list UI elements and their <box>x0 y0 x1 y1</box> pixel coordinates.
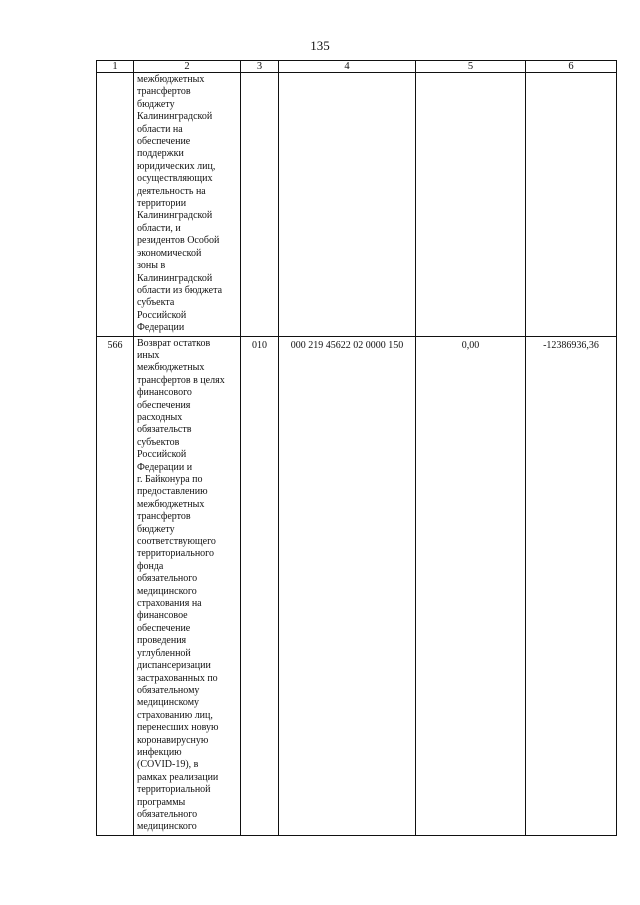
description-line: деятельность на <box>137 185 206 197</box>
description-line: области из бюджета <box>137 284 223 296</box>
description-line: страхованию лиц, <box>137 709 213 721</box>
description-line: г. Байконура по <box>137 474 203 485</box>
description-line: медицинского <box>137 821 197 833</box>
description-line: расходных <box>137 411 183 423</box>
description-line: трансфертов <box>137 86 191 98</box>
description-line: проведения <box>137 635 187 647</box>
description-line: медицинскому <box>137 697 200 709</box>
description-line: обязательному <box>137 684 200 696</box>
description-line: соответствующего <box>137 536 216 548</box>
budget-code-cell <box>279 73 416 337</box>
description-line: Федерации <box>137 322 185 334</box>
description-line: территориальной <box>137 784 211 796</box>
column-header: 3 <box>241 61 279 73</box>
description-line: рамках реализации <box>137 771 219 783</box>
description-line: финансового <box>137 387 192 399</box>
column-header: 2 <box>134 61 241 73</box>
description-line: зоны в <box>137 260 166 272</box>
description-line: области на <box>137 123 183 135</box>
page-number: 135 <box>310 38 330 53</box>
column-header: 1 <box>97 61 134 73</box>
description-line: коронавирусную <box>137 734 209 746</box>
description-line: субъектов <box>137 436 180 448</box>
description-line: обязательного <box>137 573 198 585</box>
budget-table <box>96 60 617 836</box>
description-line: диспансеризации <box>137 660 211 672</box>
description-line: углубленной <box>137 647 191 659</box>
description-line: субъекта <box>137 297 175 309</box>
description-line: трансфертов в целях <box>137 374 225 386</box>
description-line: осуществляющих <box>137 173 213 185</box>
description-line: обеспечения <box>137 399 191 411</box>
description-line: территориального <box>137 548 215 560</box>
description-line: финансовое <box>137 610 188 622</box>
row-number-cell <box>97 73 134 337</box>
description-line: фонда <box>137 560 164 572</box>
description-line: предоставлению <box>137 486 208 498</box>
description-line: иных <box>137 349 160 361</box>
description-line: трансфертов <box>137 511 191 523</box>
description-cell <box>134 73 241 337</box>
description-line: территории <box>137 198 187 210</box>
column-header: 4 <box>279 61 416 73</box>
description-cell <box>134 336 241 835</box>
description-line: обязательного <box>137 808 198 820</box>
description-line: межбюджетных <box>137 74 205 85</box>
description-line: (COVID-19), в <box>137 759 199 771</box>
description-line: Калининградской <box>137 272 213 284</box>
description-line: застрахованных по <box>137 672 218 684</box>
description-line: резидентов Особой <box>137 235 220 247</box>
description-line: медицинского <box>137 585 197 597</box>
description-line: инфекцию <box>137 746 182 758</box>
description-line: обеспечение <box>137 622 191 634</box>
budget-code-cell: 000 219 45622 02 0000 150 <box>279 336 416 835</box>
column-header: 5 <box>416 61 526 73</box>
description-line: обеспечение <box>137 136 191 148</box>
amount-cell <box>526 73 617 337</box>
description-line: программы <box>137 796 186 808</box>
description-line: Калининградской <box>137 210 213 222</box>
description-line: Российской <box>137 309 187 321</box>
description-line: межбюджетных <box>137 362 205 374</box>
table-row <box>97 73 617 337</box>
description-line: Возврат остатков <box>137 337 211 349</box>
amount-cell <box>416 73 526 337</box>
description-line: межбюджетных <box>137 498 205 510</box>
description-line: области, и <box>137 222 181 234</box>
table-header-row <box>97 61 617 73</box>
description-line: обязательств <box>137 424 192 436</box>
description-line: экономической <box>137 247 202 259</box>
description-line: Калининградской <box>137 111 213 123</box>
description-line: поддержки <box>137 148 184 160</box>
admin-code-cell <box>241 73 279 337</box>
column-header: 6 <box>526 61 617 73</box>
amount-cell: -12386936,36 <box>526 336 617 835</box>
description-line: бюджету <box>137 98 175 110</box>
description-line: Российской <box>137 449 187 461</box>
description-line: перенесших новую <box>137 722 219 734</box>
row-number-cell: 566 <box>97 336 134 835</box>
description-line: бюджету <box>137 523 175 535</box>
admin-code-cell: 010 <box>241 336 279 835</box>
description-line: Федерации и <box>137 461 193 473</box>
amount-cell: 0,00 <box>416 336 526 835</box>
table-row <box>97 336 617 835</box>
description-line: юридических лиц, <box>137 160 216 172</box>
description-line: страхования на <box>137 598 202 610</box>
